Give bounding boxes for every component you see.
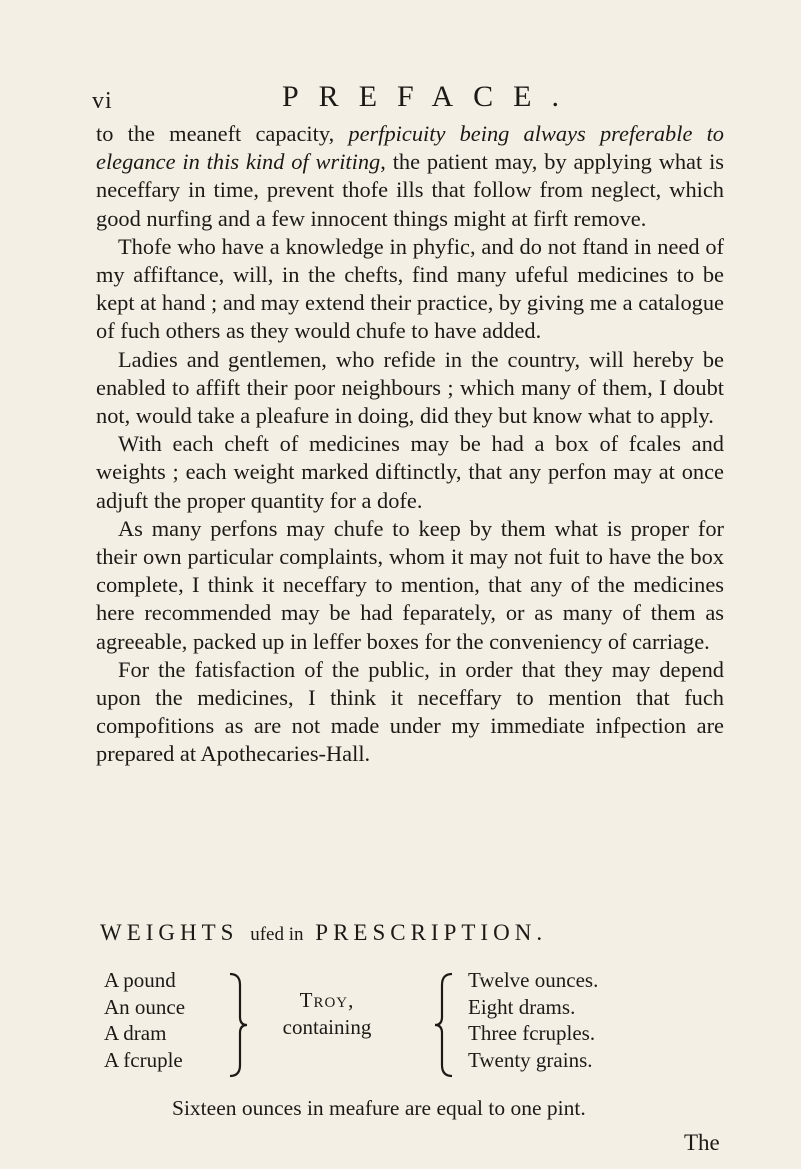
pint-measure-note: Sixteen ounces in meafure are equal to one pint. — [172, 1096, 586, 1120]
body-paragraph — [96, 656, 724, 769]
weights-equivalents-column — [468, 967, 598, 1073]
page-title: PREFACE. — [282, 80, 579, 113]
paragraph-text: , the patient may, by applying what is neceffary in time, prevent thofe ills that follow from neglect, which good nurfing and a few innocent things might at firft remove. — [96, 149, 725, 231]
weights-unit: A dram — [104, 1021, 167, 1045]
paragraph-text: Ladies and gentlemen, who refide in the country, will hereby be enabled to affift their poor neighbours ; which many of them, I doubt not, would take a pleafure in doing, did they but know what to apply. — [96, 346, 724, 429]
paragraph-text: With each cheft of medicines may be had a box of fcales and weights ; each weight marked diftinctly, that any perfon may at once adjuft the proper quantity for a dofe. — [96, 431, 724, 513]
body-paragraph — [96, 346, 724, 431]
weights-heading-word: WEIGHTS — [100, 920, 239, 945]
body-paragraph — [96, 515, 724, 656]
left-brace-icon — [226, 971, 250, 1079]
weights-heading-connector: ufed in — [250, 924, 304, 945]
weights-equivalent: Eight drams. — [468, 994, 576, 1019]
weights-unit: A fcruple — [104, 1047, 183, 1072]
weights-containing: containing — [282, 1015, 372, 1039]
right-brace-icon — [432, 971, 456, 1079]
body-text — [96, 120, 724, 769]
weights-heading-prescription: PRESCRIPTION. — [315, 920, 548, 945]
paragraph-text: For the fatisfaction of the public, in order that they may depend upon the medicines, I think it neceffary to mention that fuch compofitions as are not made under my immediate infpection are prepared at Apothecaries-Hall. — [96, 656, 724, 767]
weights-heading — [100, 920, 740, 946]
paragraph-text: As many perfons may chufe to keep by them what is proper for their own particular complaints, whom it may not fuit to have the box complete, I think it neceffary to mention, that any of the medicines here recommended may be had feparately, or as many of them as agreeable, packed up in leffer boxes for the conveniency of carriage. — [96, 515, 724, 654]
weights-equivalent: Twenty grains. — [468, 1047, 593, 1072]
paragraph-text: to the meaneft capacity, — [96, 121, 349, 146]
weights-equivalent: Twelve ounces. — [468, 968, 599, 992]
body-paragraph — [96, 233, 724, 346]
weights-system-column — [262, 987, 392, 1041]
paragraph-text: Thofe who have a knowledge in phyfic, and do not ftand in need of my affiftance, will, in the chefts, find many ufeful medicines to be kept at hand ; and may extend their practice, by giving me a catalogue of fuch others as they would chufe to have added. — [96, 233, 724, 344]
italic-phrase: perfpicuity being always preferable to elegance in this kind of writing — [96, 121, 724, 175]
weights-unit: An ounce — [104, 994, 186, 1019]
weights-units-column — [104, 967, 185, 1073]
running-head — [92, 80, 732, 120]
weights-equivalent: Three fcruples. — [468, 1021, 596, 1045]
weights-unit: A pound — [104, 968, 176, 992]
body-paragraph — [96, 430, 724, 515]
body-paragraph — [96, 120, 724, 233]
catchword: The — [684, 1130, 720, 1155]
page-number: vi — [92, 88, 113, 114]
weights-system: Troy, — [299, 988, 355, 1012]
weights-table — [104, 967, 734, 1087]
